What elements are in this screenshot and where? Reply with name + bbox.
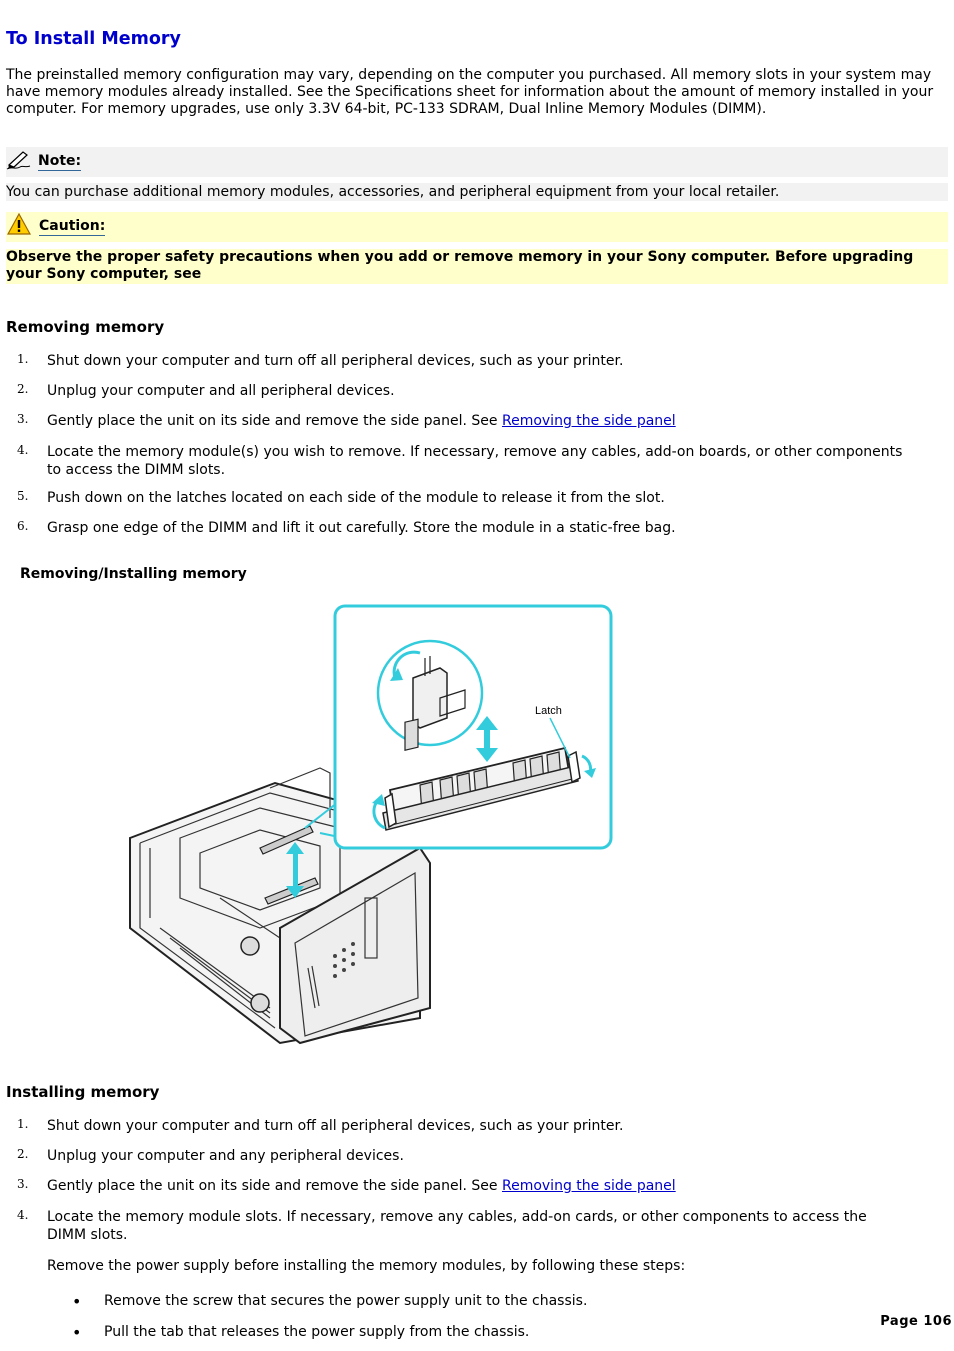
- page-number: Page 106: [880, 1314, 952, 1329]
- note-pencil-icon: [6, 148, 32, 170]
- page-title: To Install Memory: [6, 29, 181, 49]
- bullet-icon: •: [72, 1323, 82, 1342]
- removing-side-panel-link[interactable]: Removing the side panel: [501, 1178, 676, 1194]
- bullet-icon: •: [72, 1292, 82, 1311]
- latch-label: Latch: [535, 705, 562, 717]
- caution-header: [6, 212, 948, 242]
- caution-label: Caution:: [39, 218, 106, 234]
- warning-triangle-icon: [7, 213, 31, 235]
- note-header: [6, 147, 948, 177]
- figure-caption: Removing/Installing memory: [20, 566, 247, 582]
- caution-text: Observe the proper safety precautions when you add or remove memory in your Sony computer. Before upgrading your Sony computer, see: [6, 249, 948, 284]
- note-label: Note:: [38, 153, 82, 169]
- intro-paragraph: The preinstalled memory configuration may vary, depending on the computer you purchased. All memory slots in your system may have memory modules already installed. See the Specifications sheet for information about the amount of memory installed in your computer. For memory upgrades, use only 3.3V 64-bit, PC-133 SDRAM, Dual Inline Memory Modules (DIMM).: [6, 67, 934, 117]
- removing-side-panel-link[interactable]: Removing the side panel: [501, 413, 676, 429]
- installing-heading: Installing memory: [6, 1083, 160, 1101]
- removing-heading: Removing memory: [6, 318, 165, 336]
- memory-installation-illustration: [120, 598, 620, 1048]
- note-text: You can purchase additional memory modules, accessories, and peripheral equipment from your local retailer.: [6, 183, 948, 201]
- document-page: To Install Memory The preinstalled memory configuration may vary, depending on the computer you purchased. All memory slots in your system may have memory modules already installed. See the Specifications sheet for information about the amount of memory installed in your computer. For memory upgrades, use only 3.3V 64-bit, PC-133 SDRAM, Dual Inline Memory Modules (DIMM). Note: You can purchase additional memory modules, accessories, and peripheral equipment from your local retailer. Caution: Observe the proper safety precautions when you add or remove memory in your Sony computer. Before upgrading your Sony computer, see Removing memory 1. Shut down your computer and turn off all peripheral devices, such as your printer. 2. Unplug your computer and all peripheral devices. 3. Gently place the unit on its side and remove the side panel. See Removing the side panel 4. Locate the memory module(s) you wish to remove. If necessary, remove any cables, add-on boards, or other components to access the DIMM slots. 5. Push down on the latches located on each side of the module to release it from the slot. 6. Grasp one edge of the DIMM and lift it out carefully. Store the module in a static-free bag. Removing/Installing memory Latch Installing memory 1. Shut down your computer and turn off all peripheral devices, such as your printer. 2. Unplug your computer and any peripheral devices. 3. Gently place the unit on its side and remove the side panel. See Removing the side panel 4. Locate the memory module slots. If necessary, remove any cables, add-on cards, or other components to access the DIMM slots. Remove the power supply before installing the memory modules, by following these steps: • Remove the screw that secures the power supply unit to the chassis. • Pull the tab that releases the power supply from the chassis. Page 106: [6, 29, 952, 1342]
